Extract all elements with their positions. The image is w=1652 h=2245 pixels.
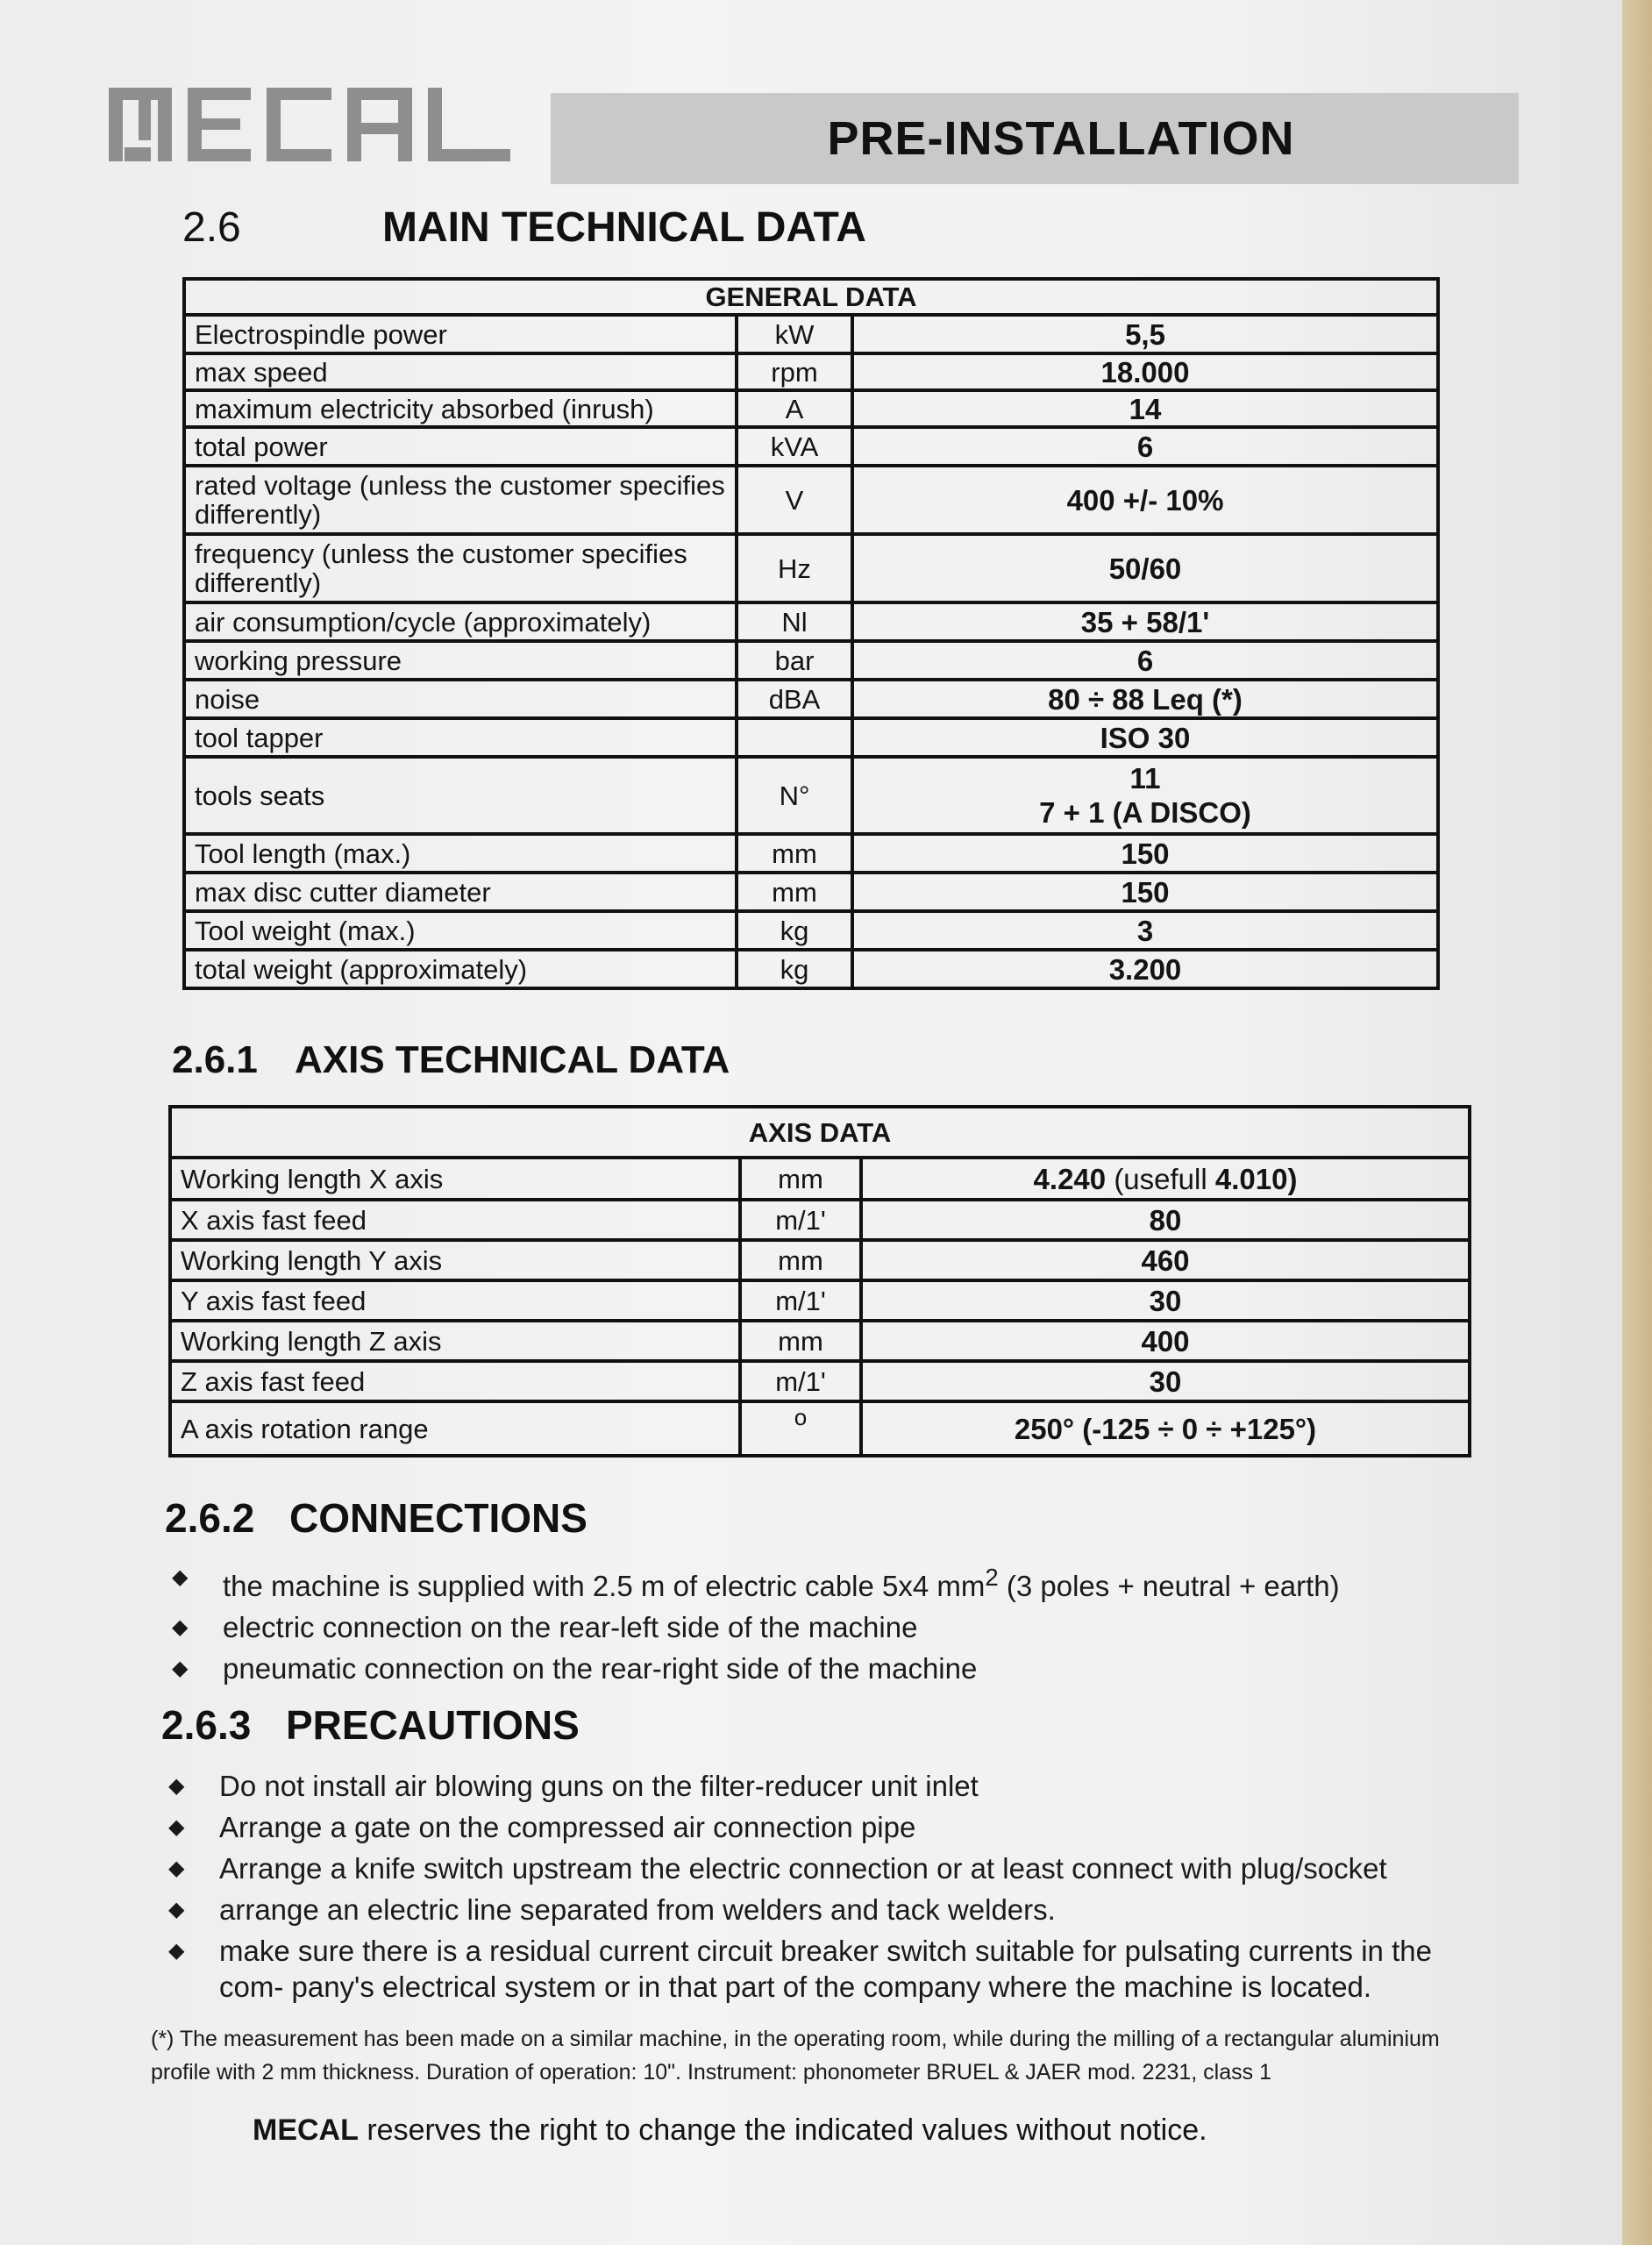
section-connections-title — [165, 1494, 587, 1542]
table-header-row — [170, 1107, 1470, 1158]
row-unit: mm — [740, 1158, 861, 1200]
row-value — [852, 873, 1438, 911]
table-row — [184, 873, 1438, 911]
table-row — [184, 641, 1438, 680]
list-item — [168, 1850, 1501, 1886]
row-label: tools seats — [184, 757, 737, 834]
row-value — [861, 1200, 1470, 1240]
value-note: (usefull — [1114, 1162, 1207, 1195]
row-unit: mm — [740, 1240, 861, 1280]
bullet-icon: ◆ — [172, 1615, 189, 1639]
row-value — [852, 950, 1438, 988]
table-header-row — [184, 279, 1438, 315]
general-data-table — [182, 277, 1440, 990]
value-main: 250° (-125 ÷ 0 ÷ +125°) — [1014, 1412, 1317, 1445]
value-line: 80 ÷ 88 Leq (*) — [1048, 682, 1243, 716]
row-unit: Nl — [737, 602, 852, 641]
banner-title: PRE-INSTALLATION — [827, 112, 1295, 165]
row-label: air consumption/cycle (approximately) — [184, 602, 737, 641]
brand-name: MECAL — [253, 2113, 359, 2147]
row-label: Y axis fast feed — [170, 1280, 740, 1321]
value-line-2: 7 + 1 (A DISCO) — [1039, 796, 1251, 829]
row-value — [852, 602, 1438, 641]
row-label: total power — [184, 427, 737, 466]
bullet-icon: ◆ — [168, 1898, 185, 1921]
table-row — [184, 315, 1438, 353]
value-line: 14 — [1129, 392, 1162, 425]
row-value — [852, 353, 1438, 390]
table-row — [184, 834, 1438, 873]
table-row — [184, 353, 1438, 390]
table-row — [184, 757, 1438, 834]
row-label: total weight (approximately) — [184, 950, 737, 988]
row-unit: kg — [737, 950, 852, 988]
row-value — [852, 834, 1438, 873]
value-line: 35 + 58/1' — [1080, 605, 1210, 638]
row-label: Working length Z axis — [170, 1321, 740, 1361]
row-value — [852, 315, 1438, 353]
list-item — [168, 1892, 1501, 1928]
row-value — [852, 466, 1438, 534]
row-unit: mm — [737, 834, 852, 873]
disclaimer — [253, 2113, 1207, 2148]
header-banner — [551, 93, 1519, 184]
row-unit: kVA — [737, 427, 852, 466]
row-value — [861, 1361, 1470, 1401]
row-label: rated voltage (unless the customer specifies differently) — [184, 466, 737, 534]
bullet-icon: ◆ — [168, 1939, 185, 1963]
table-row — [184, 427, 1438, 466]
section-heading: CONNECTIONS — [289, 1495, 587, 1541]
row-label: Tool weight (max.) — [184, 911, 737, 950]
row-unit — [737, 718, 852, 757]
table-row — [170, 1240, 1470, 1280]
row-value — [852, 641, 1438, 680]
mecal-logo — [103, 81, 516, 168]
table-row — [184, 390, 1438, 427]
value-line: 50/60 — [1108, 552, 1182, 585]
item-text: Arrange a gate on the compressed air connection pipe — [219, 1811, 916, 1843]
row-label: X axis fast feed — [170, 1200, 740, 1240]
list-item — [168, 1933, 1501, 2005]
table-row — [184, 680, 1438, 718]
row-unit: kg — [737, 911, 852, 950]
row-label: Electrospindle power — [184, 315, 737, 353]
bullet-icon: ◆ — [168, 1857, 185, 1880]
value-line: 3 — [1136, 914, 1154, 947]
value-main: 30 — [1149, 1365, 1182, 1398]
bullet-icon: ◆ — [172, 1657, 189, 1680]
page-edge — [1622, 0, 1652, 2245]
row-label: Working length X axis — [170, 1158, 740, 1200]
row-unit: m/1' — [740, 1200, 861, 1240]
row-value — [852, 718, 1438, 757]
row-unit: bar — [737, 641, 852, 680]
section-heading: AXIS TECHNICAL DATA — [295, 1038, 730, 1081]
disclaimer-text: reserves the right to change the indicated values without notice. — [358, 2113, 1207, 2147]
table-row — [184, 718, 1438, 757]
item-text: Arrange a knife switch upstream the electric connection or at least connect with plug/socket — [219, 1852, 1387, 1885]
table-row — [170, 1280, 1470, 1321]
row-unit: kW — [737, 315, 852, 353]
row-unit: m/1' — [740, 1361, 861, 1401]
row-label: maximum electricity absorbed (inrush) — [184, 390, 737, 427]
value-main: 400 — [1141, 1324, 1190, 1358]
list-item — [168, 1809, 1501, 1845]
row-value — [861, 1158, 1470, 1200]
row-unit: mm — [740, 1321, 861, 1361]
value-line: 11 — [1129, 762, 1161, 795]
value-main: 4.240 — [1033, 1162, 1107, 1195]
bullet-icon: ◆ — [168, 1774, 185, 1798]
noise-footnote: (*) The measurement has been made on a similar machine, in the operating room, while during the milling of a rectangular aluminium profile with 2 mm thickness. Duration of operation: 10". Instrument: phonometer BRUEL & JAER mod. 2231, class 1 — [151, 2027, 1440, 2085]
table-row — [184, 534, 1438, 602]
row-unit: A — [737, 390, 852, 427]
row-unit: N° — [737, 757, 852, 834]
row-value — [852, 534, 1438, 602]
item-text-tail: (3 poles + neutral + earth) — [998, 1570, 1340, 1602]
row-value — [861, 1321, 1470, 1361]
section-axis-title — [172, 1038, 730, 1082]
value-line: 18.000 — [1100, 355, 1190, 388]
section-heading: MAIN TECHNICAL DATA — [382, 204, 866, 251]
item-text: make sure there is a residual current circuit breaker switch suitable for pulsating currents in the com- pany's electrical system or in that part of the company where the machine is located. — [219, 1935, 1432, 2003]
row-unit: V — [737, 466, 852, 534]
section-heading: PRECAUTIONS — [286, 1702, 580, 1748]
section-number: 2.6.2 — [165, 1495, 255, 1541]
table-row — [170, 1158, 1470, 1200]
row-label: Working length Y axis — [170, 1240, 740, 1280]
row-value — [852, 427, 1438, 466]
value-main: 30 — [1149, 1284, 1182, 1317]
item-text: pneumatic connection on the rear-right side of the machine — [223, 1652, 978, 1685]
row-label: max speed — [184, 353, 737, 390]
row-label: frequency (unless the customer specifies differently) — [184, 534, 737, 602]
row-unit: rpm — [737, 353, 852, 390]
value-line: 150 — [1121, 875, 1170, 909]
value-line: 6 — [1136, 430, 1154, 463]
table-row — [170, 1200, 1470, 1240]
row-value — [861, 1401, 1470, 1456]
row-unit: Hz — [737, 534, 852, 602]
row-unit: o — [740, 1401, 861, 1456]
section-precautions-title — [161, 1701, 580, 1749]
table-row — [184, 911, 1438, 950]
bullet-icon: ◆ — [168, 1815, 185, 1839]
table-row — [170, 1361, 1470, 1401]
row-value — [852, 911, 1438, 950]
list-item — [172, 1650, 1487, 1686]
axis-data-table — [168, 1105, 1471, 1457]
bullet-icon: ◆ — [172, 1565, 189, 1589]
item-text: Do not install air blowing guns on the filter-reducer unit inlet — [219, 1770, 979, 1802]
row-value — [852, 757, 1438, 834]
section-number: 2.6.1 — [172, 1038, 258, 1081]
value-line: 5,5 — [1125, 317, 1165, 351]
list-item — [172, 1559, 1487, 1604]
value-line: 3.200 — [1108, 952, 1182, 986]
row-value — [861, 1280, 1470, 1321]
row-unit: mm — [737, 873, 852, 911]
row-label: tool tapper — [184, 718, 737, 757]
item-text: arrange an electric line separated from welders and tack welders. — [219, 1893, 1056, 1926]
row-label: A axis rotation range — [170, 1401, 740, 1456]
value-line: 6 — [1136, 644, 1154, 677]
table-row — [184, 466, 1438, 534]
row-value — [852, 680, 1438, 718]
item-text: the machine is supplied with 2.5 m of electric cable 5x4 mm — [223, 1570, 986, 1602]
row-label: noise — [184, 680, 737, 718]
row-label: Z axis fast feed — [170, 1361, 740, 1401]
table-row — [184, 602, 1438, 641]
superscript: 2 — [985, 1564, 999, 1591]
row-label: max disc cutter diameter — [184, 873, 737, 911]
value-useful: 4.010) — [1214, 1162, 1298, 1195]
table-row — [170, 1321, 1470, 1361]
row-label: working pressure — [184, 641, 737, 680]
row-value — [852, 390, 1438, 427]
value-line: 150 — [1121, 837, 1170, 870]
row-unit: m/1' — [740, 1280, 861, 1321]
list-item — [172, 1609, 1487, 1645]
value-line: 400 +/- 10% — [1066, 483, 1224, 517]
value-line: ISO 30 — [1100, 721, 1191, 754]
axis-data-heading: AXIS DATA — [170, 1107, 1470, 1158]
section-main-title — [182, 203, 866, 252]
precautions-list — [168, 1768, 1501, 2010]
value-main: 80 — [1149, 1203, 1182, 1237]
section-number: 2.6 — [182, 204, 241, 251]
section-number: 2.6.3 — [161, 1702, 252, 1748]
general-data-heading: GENERAL DATA — [184, 279, 1438, 315]
row-value — [861, 1240, 1470, 1280]
list-item — [168, 1768, 1501, 1804]
row-unit: dBA — [737, 680, 852, 718]
table-row — [170, 1401, 1470, 1456]
connections-list — [172, 1559, 1487, 1692]
item-text: electric connection on the rear-left side of the machine — [223, 1611, 918, 1643]
value-main: 460 — [1141, 1244, 1190, 1277]
row-label: Tool length (max.) — [184, 834, 737, 873]
table-row — [184, 950, 1438, 988]
